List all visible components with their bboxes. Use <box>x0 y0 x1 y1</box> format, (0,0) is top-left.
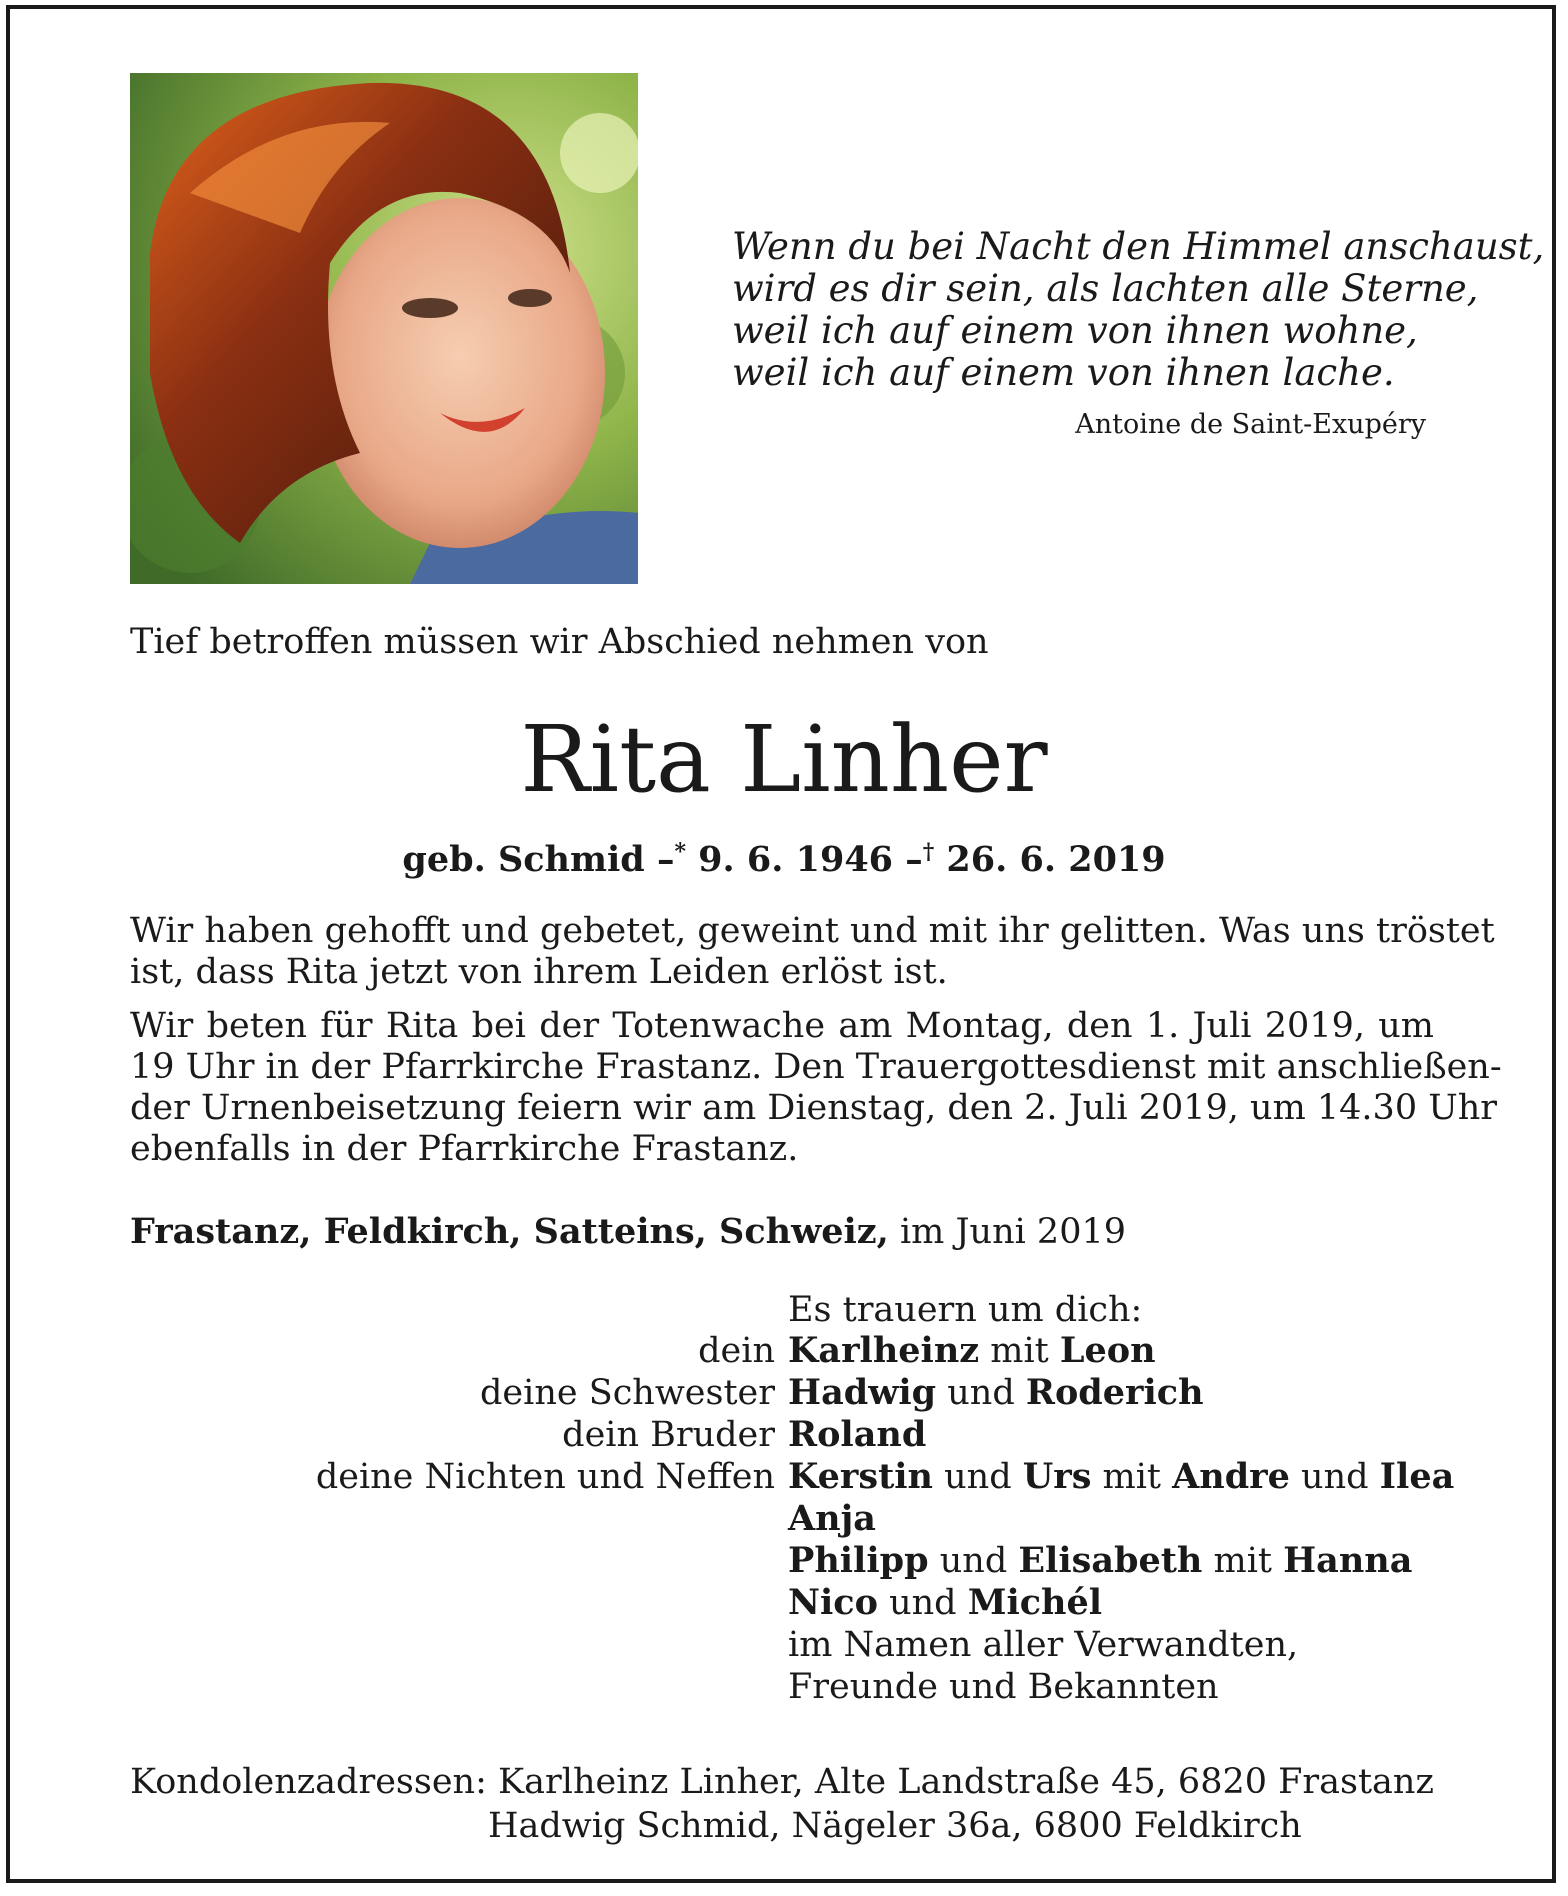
mourner-connector: Freunde und Bekannten <box>788 1667 1219 1707</box>
death-symbol: † <box>922 839 935 865</box>
condolence-label: Kondolenzadressen: <box>130 1762 487 1802</box>
paragraph-line: ebenfalls in der Pfarrkirche Frastanz. <box>130 1129 799 1169</box>
paragraph-line: Wir haben gehofft und gebetet, geweint und mit ihr gelitten. Was uns tröstet <box>130 911 1495 951</box>
quote-line: Wenn du bei Nacht den Himmel anschaust, <box>732 225 1545 268</box>
birth-date: 9. 6. 1946 <box>698 839 894 880</box>
condolence-address-1 <box>130 1760 1434 1804</box>
mourner-name: Philipp <box>788 1540 929 1581</box>
mourner-relation: deine Schwester <box>480 1373 775 1413</box>
mourner-names <box>788 1540 1412 1582</box>
mourner-names <box>788 1330 1156 1372</box>
paragraph-line: der Urnenbeisetzung feiern wir am Dienstag, den 2. Juli 2019, um 14.30 Uhr <box>130 1088 1497 1128</box>
place-date-line <box>130 1210 1126 1254</box>
quote-line: wird es dir sein, als lachten alle Sterne, <box>732 267 1479 310</box>
paragraph-hope <box>130 911 1495 993</box>
mourner-names <box>788 1372 1204 1414</box>
poem-quote <box>732 225 1545 394</box>
mourner-connector: und <box>877 1583 968 1623</box>
mourner-name: Andre <box>1172 1456 1290 1497</box>
mourner-connector: im Namen aller Verwandten, <box>788 1625 1299 1665</box>
mourner-name: Anja <box>788 1498 876 1539</box>
mourner-name: Hadwig <box>788 1372 937 1413</box>
condolence-address: Karlheinz Linher, Alte Landstraße 45, 6820 Frastanz <box>498 1762 1434 1802</box>
mourner-name: Roland <box>788 1414 927 1455</box>
quote-line: weil ich auf einem von ihnen lache. <box>732 351 1395 394</box>
maiden-name: geb. Schmid <box>402 839 645 880</box>
birth-symbol: * <box>674 839 686 865</box>
mourner-connector: mit <box>1091 1457 1173 1497</box>
mourner-connector: mit <box>1202 1541 1284 1581</box>
mourner-relation: dein Bruder <box>562 1415 775 1455</box>
quote-line: weil ich auf einem von ihnen wohne, <box>732 309 1418 352</box>
mourner-name: Leon <box>1059 1330 1156 1371</box>
mourner-name: Urs <box>1022 1456 1092 1497</box>
mourner-connector: und <box>1289 1457 1380 1497</box>
mourner-name: Elisabeth <box>1018 1540 1203 1581</box>
mourner-name: Kerstin <box>788 1456 933 1497</box>
mourner-names <box>788 1498 876 1540</box>
mourner-relation: deine Nichten und Neffen <box>315 1457 775 1497</box>
mourner-connector: und <box>932 1457 1023 1497</box>
mourner-relation: dein <box>698 1331 775 1371</box>
month-date: im Juni 2019 <box>899 1212 1126 1252</box>
mourner-connector: und <box>928 1541 1019 1581</box>
mourner-name: Karlheinz <box>788 1330 980 1371</box>
paragraph-line: 19 Uhr in der Pfarrkirche Frastanz. Den Trauergottesdienst mit anschließen- <box>130 1047 1502 1087</box>
mourner-name: Roderich <box>1025 1372 1204 1413</box>
paragraph-line: ist, dass Rita jetzt von ihrem Leiden erlöst ist. <box>130 952 948 992</box>
separator: – <box>656 839 675 880</box>
mourner-names <box>788 1624 1298 1666</box>
paragraph-service <box>130 1006 1502 1170</box>
places: Frastanz, Feldkirch, Satteins, Schweiz, <box>130 1211 889 1252</box>
mourner-names <box>788 1666 1219 1708</box>
mourner-name: Michél <box>967 1582 1103 1623</box>
mourner-name: Hanna <box>1283 1540 1413 1581</box>
life-dates <box>0 830 1568 882</box>
mourners-heading: Es trauern um dich: <box>788 1290 1143 1330</box>
separator: – <box>905 839 923 880</box>
mourner-connector: mit <box>979 1331 1060 1371</box>
mourner-name: Ilea <box>1379 1456 1455 1497</box>
death-date: 26. 6. 2019 <box>946 839 1166 880</box>
mourner-names <box>788 1414 926 1456</box>
condolence-address-2: Hadwig Schmid, Nägeler 36a, 6800 Feldkirch <box>488 1806 1302 1846</box>
mourner-name: Nico <box>788 1582 878 1623</box>
quote-author: Antoine de Saint-Exupéry <box>1075 409 1426 440</box>
mourner-names <box>788 1582 1102 1624</box>
intro-text: Tief betroffen müssen wir Abschied nehmen von <box>130 622 989 662</box>
deceased-name: Rita Linher <box>520 706 1048 813</box>
portrait-photo <box>130 73 638 584</box>
mourner-connector: und <box>936 1373 1026 1413</box>
paragraph-line: Wir beten für Rita bei der Totenwache am Montag, den 1. Juli 2019, um <box>130 1006 1434 1046</box>
mourner-names <box>788 1456 1454 1498</box>
